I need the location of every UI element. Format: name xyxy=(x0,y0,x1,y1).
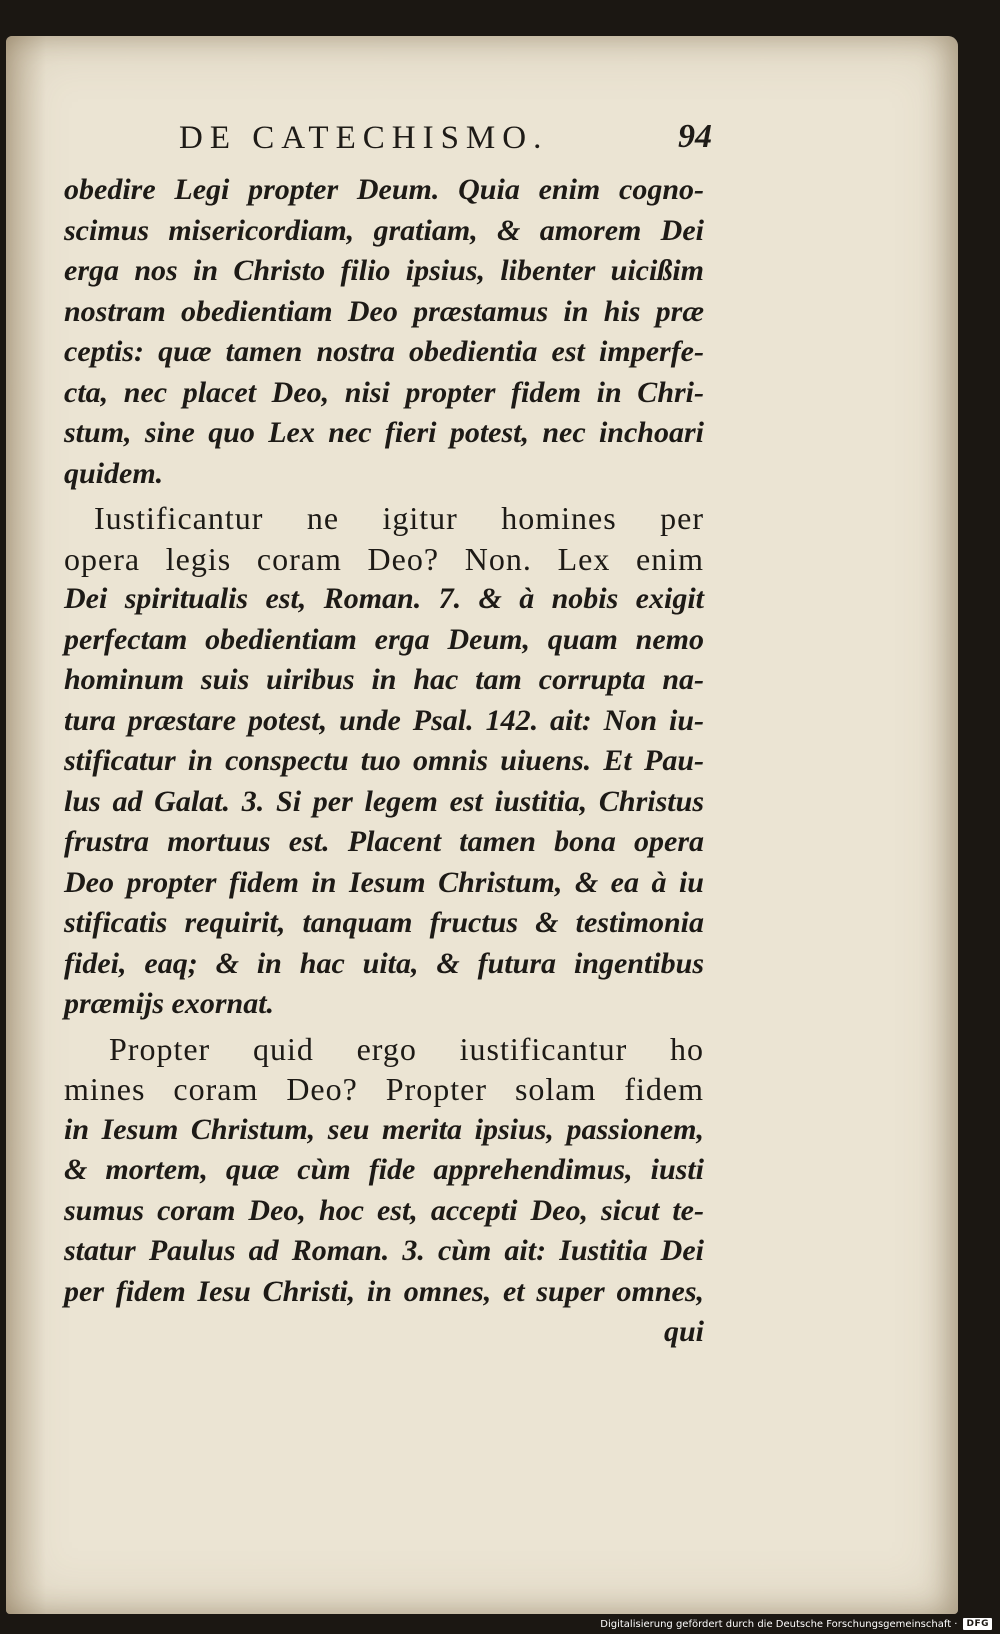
text-line: & mortem, quæ cùm fide apprehendimus, iusti xyxy=(64,1153,704,1186)
question-line: mines coram Deo? Propter solam fidem xyxy=(64,1071,704,1107)
question-line: Iustificantur ne igitur homines per xyxy=(94,500,704,536)
text-line: Deo propter fidem in Iesum Christum, & ea à iu xyxy=(64,865,704,899)
text-line: stificatur in conspectu tuo omnis uiuens. Et Pau- xyxy=(64,744,704,777)
text-line: statur Paulus ad Roman. 3. cùm ait: Iustitia Dei xyxy=(64,1234,704,1267)
text-line: præmijs exornat. xyxy=(64,987,275,1020)
text-line: quidem. xyxy=(64,456,164,490)
text-line: obedire Legi propter Deum. Quia enim cogno- xyxy=(64,173,704,206)
text-line: frustra mortuus est. Placent tamen bona opera xyxy=(64,825,704,858)
book-page xyxy=(6,36,958,1614)
text-line: tura præstare potest, unde Psal. 142. ait: Non iu- xyxy=(64,703,704,737)
catchword: qui xyxy=(663,1315,704,1348)
text-line: scimus misericordiam, gratiam, & amorem Dei xyxy=(64,213,704,247)
text-line: hominum suis uiribus in hac tam corrupta na- xyxy=(64,663,704,696)
text-line: perfectam obedientiam erga Deum, quam nemo xyxy=(64,622,704,656)
text-line: sumus coram Deo, hoc est, accepti Deo, sicut te- xyxy=(64,1193,704,1227)
dfg-logo-icon: DFG xyxy=(963,1618,992,1630)
text-line: lus ad Galat. 3. Si per legem est iustitia, Christus xyxy=(64,784,704,818)
text-line: ceptis: quæ tamen nostra obedientia est imperfe- xyxy=(64,335,704,368)
running-head xyxy=(64,118,712,170)
credit-text: Digitalisierung gefördert durch die Deutsche Forschungsgemeinschaft · xyxy=(600,1618,958,1630)
text-line: erga nos in Christo filio ipsius, libenter uicißim xyxy=(64,254,704,287)
text-line: in Iesum Christum, seu merita ipsius, passionem, xyxy=(64,1112,704,1146)
text-line: nostram obedientiam Deo præstamus in his præ xyxy=(64,294,704,328)
digitization-credit xyxy=(600,1618,992,1630)
question-line: opera legis coram Deo? Non. Lex enim xyxy=(64,540,704,577)
question-line: Propter quid ergo iustificantur ho xyxy=(109,1030,704,1067)
text-line: Dei spiritualis est, Roman. 7. & à nobis exigit xyxy=(64,582,704,615)
text-line: stificatis requirit, tanquam fructus & testimonia xyxy=(64,906,704,939)
text-line: cta, nec placet Deo, nisi propter fidem in Chri- xyxy=(64,375,704,409)
text-block xyxy=(64,118,712,1352)
page-number: 94 xyxy=(678,118,712,155)
text-line: fidei, eaq; & in hac uita, & futura ingentibus xyxy=(64,946,704,980)
body-text xyxy=(64,170,704,1312)
running-head-title: DE CATECHISMO. xyxy=(179,120,549,156)
text-line: stum, sine quo Lex nec fieri potest, nec inchoari xyxy=(64,416,704,449)
text-line: per fidem Iesu Christi, in omnes, et super omnes, xyxy=(64,1274,704,1308)
